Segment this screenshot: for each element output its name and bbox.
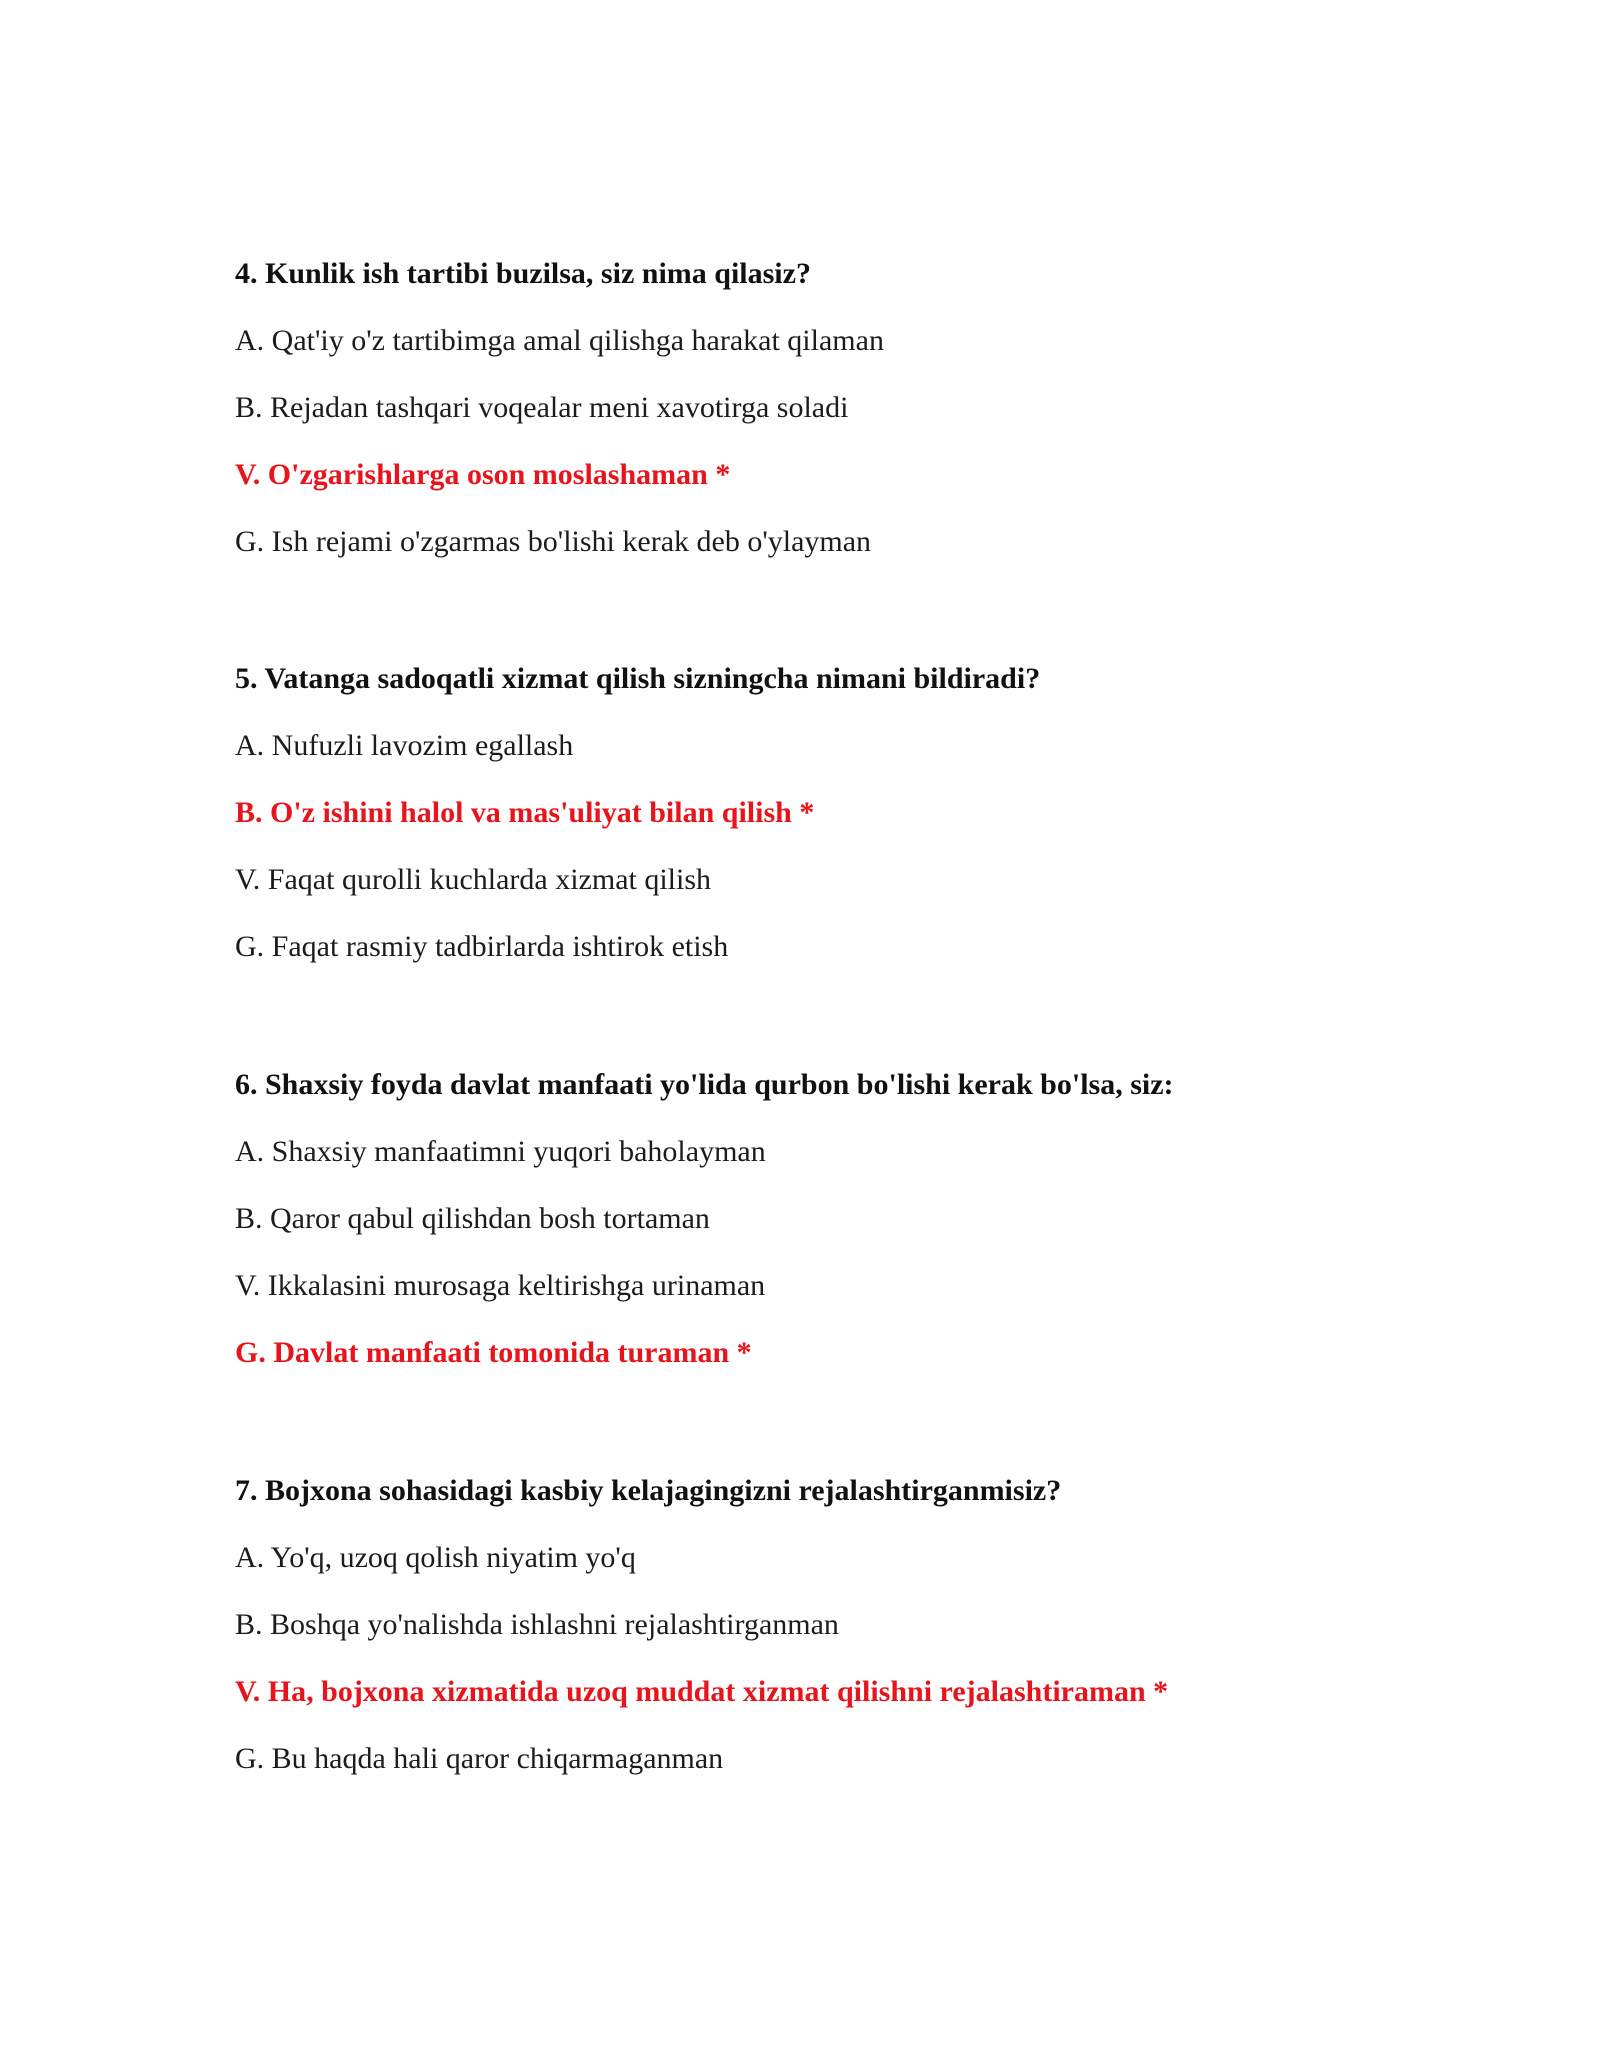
correct-answer-option-v: V. Ha, bojxona xizmatida uzoq muddat xizmat qilishni rejalashtiraman * [235, 1675, 1169, 1708]
answer-option-g: G. Faqat rasmiy tadbirlarda ishtirok etish [235, 930, 729, 963]
question-4 [235, 253, 1435, 588]
answer-option-g: G. Bu haqda hali qaror chiqarmaganman [235, 1742, 724, 1775]
answer-option-a: A. Nufuzli lavozim egallash [235, 729, 574, 762]
correct-answer-option-g: G. Davlat manfaati tomonida turaman * [235, 1336, 752, 1369]
answer-option-v: V. Ikkalasini murosaga keltirishga urinaman [235, 1269, 766, 1302]
answer-option-v: V. Faqat qurolli kuchlarda xizmat qilish [235, 863, 712, 896]
correct-answer-option-v: V. O'zgarishlarga oson moslashaman * [235, 458, 731, 491]
answer-option-a: A. Shaxsiy manfaatimni yuqori baholayman [235, 1135, 766, 1168]
answer-option-a: A. Yo'q, uzoq qolish niyatim yo'q [235, 1541, 636, 1574]
answer-option-b: B. Qaror qabul qilishdan bosh tortaman [235, 1202, 710, 1235]
question-6 [235, 1064, 1435, 1399]
question-7 [235, 1470, 1435, 1805]
question-title: 5. Vatanga sadoqatli xizmat qilish sizningcha nimani bildiradi? [235, 662, 1041, 695]
question-title: 6. Shaxsiy foyda davlat manfaati yo'lida qurbon bo'lishi kerak bo'lsa, siz: [235, 1068, 1174, 1101]
answer-option-a: A. Qat'iy o'z tartibimga amal qilishga harakat qilaman [235, 324, 884, 357]
answer-option-b: B. Rejadan tashqari voqealar meni xavotirga soladi [235, 391, 849, 424]
question-title: 7. Bojxona sohasidagi kasbiy kelajagingizni rejalashtirganmisiz? [235, 1474, 1062, 1507]
answer-option-b: B. Boshqa yo'nalishda ishlashni rejalashtirganman [235, 1608, 839, 1641]
answer-option-g: G. Ish rejami o'zgarmas bo'lishi kerak deb o'ylayman [235, 525, 872, 558]
question-5 [235, 658, 1435, 993]
correct-answer-option-b: B. O'z ishini halol va mas'uliyat bilan qilish * [235, 796, 815, 829]
question-title: 4. Kunlik ish tartibi buzilsa, siz nima qilasiz? [235, 257, 811, 290]
